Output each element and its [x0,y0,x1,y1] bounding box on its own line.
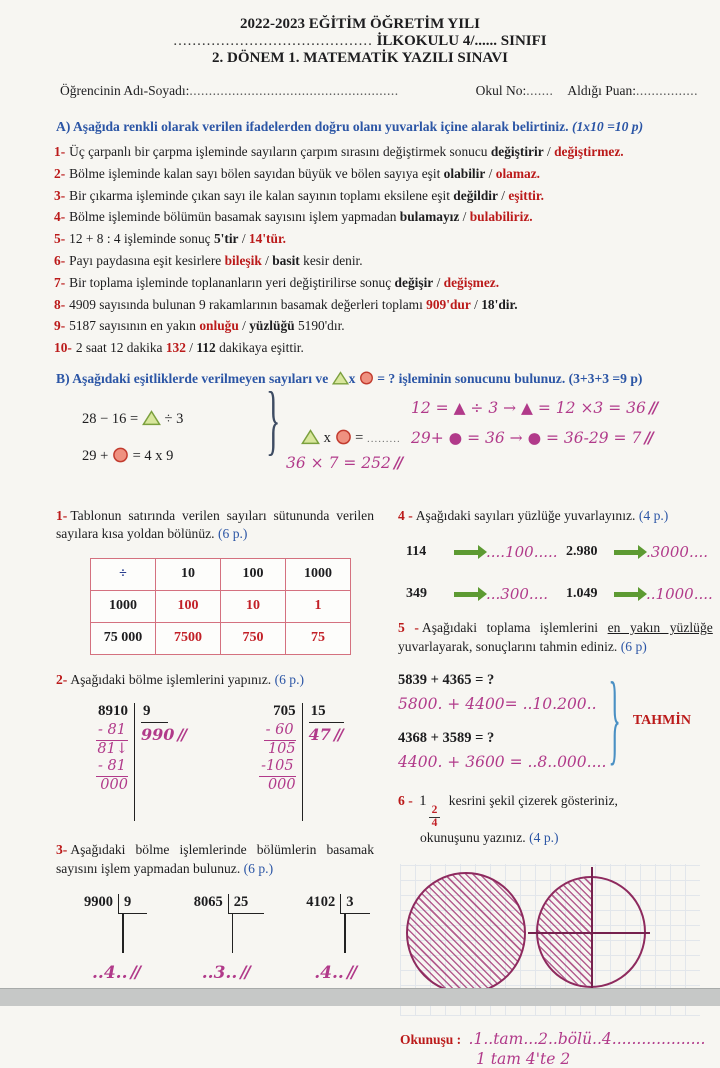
title-exam: 2. DÖNEM 1. MATEMATİK YAZILI SINAVI [211,50,508,66]
title-year: 2022-2023 EĞİTİM ÖĞRETİM YILI [240,16,480,32]
circle-icon [359,371,374,385]
rounding-pair-1: 114 ....100..... [406,543,558,562]
statement-6: 6- Payı paydasına eşit kesirlere bileşik / basit kesir denir. [54,252,363,268]
digit-count-divisions [84,894,374,983]
handwritten-answer: .4.. // [314,963,356,984]
handwritten-reading-2: 1 tam 4'te 2 [476,1049,571,1068]
divisor: 9 [141,703,169,723]
check-mark: // [346,963,356,984]
score-label: Aldığı Puan: [567,83,636,98]
question-2-points: (6 p.) [274,671,305,687]
check-mark: // [130,963,139,984]
section-a-items [54,141,706,359]
check-mark: // [644,427,652,447]
handwritten-answer: ..3.. // [201,963,249,984]
table-row: 1000 100 10 1 [91,590,351,622]
rounding-pair-2: 2.980 .3000.... [566,543,709,562]
question-3-header: 3- Aşağıdaki bölme işlemlerinde bölümlerin basamak sayısını işlem yapmadan bulunuz. (6 p.) [56,842,374,876]
printed-equations [82,401,183,475]
handwritten-quotient: 47 // [308,725,342,745]
divisor: 25 [228,894,265,914]
handwritten-estimate-2: 4400. + 3600 = ..8..000.... [398,753,607,772]
division-3 [306,894,374,983]
handwritten-estimate-1: 5800. + 4400= ..10.200.. [398,695,597,714]
equation-1: 28 − 16 = ÷ 3 [82,410,184,427]
school-no-blank: ....... [526,83,554,98]
divisor: 3 [340,894,369,914]
circle-icon [112,447,129,463]
question-4-points: (4 p.) [638,507,669,523]
check-mark: // [648,397,657,417]
handwritten-reading-1: .1..tam...2..bölü..4................... [468,1029,706,1048]
division-2 [194,894,265,983]
statement-8: 8- 4909 sayısında bulunan 9 rakamlarının basamak değerleri toplamı 909'dur / 18'dir. [54,296,518,312]
handwritten-quotient: 990 // [140,725,186,745]
dividend: 4102 [306,894,336,911]
reading-line [400,1030,713,1068]
handwritten-answer: ..4.. // [92,963,139,984]
triangle-icon [301,429,320,445]
printed-product-line: x = ......... [301,429,401,447]
circle-vertical-line [591,867,593,1001]
brace: } [608,662,621,777]
divisor: 15 [309,703,344,723]
student-info-row [60,83,698,99]
handwritten-line-1: 12 = ▲ ÷ 3 → ▲ = 12 ×3 = 36 // [411,397,657,417]
question-1-header: 1- Tablonun satırında verilen sayıları sütununda verilen sayılara kısa yoldan bölünüz. (6 p.) [56,507,374,542]
question-5-points: (6 p) [620,638,647,654]
table-row: 75 000 7500 750 75 [91,622,351,654]
statement-9: 9- 5187 sayısının en yakın onluğu / yüzlüğü 5190'dır. [54,318,345,334]
exam-title [0,0,720,67]
question-1-points: (6 p.) [217,526,248,542]
fraction-numerator: 2 [429,805,441,818]
statement-3: 3- Bir çıkarma işleminde çıkan sayı ile kalan sayının toplamı eksilene eşit değildir / eşittir. [54,187,544,203]
estimation-work [398,662,713,777]
handwritten-solution [411,393,656,453]
question-4-header: 4 - Aşağıdaki sayıları yüzlüğe yuvarlayınız. (4 p.) [398,507,669,523]
division-1 [84,894,152,983]
printed-sum-1: 5839 + 4365 = ? [398,672,495,689]
arrow-right-icon [614,550,638,555]
long-divisions [96,703,374,821]
rounding-pair-3: 349 ...300.... [406,585,549,604]
circle-horizontal-line [528,932,650,934]
section-a-header: A) Aşağıda renkli olarak verilen ifadelerden doğru olanı yuvarlak içine alarak belirtiniz. (1x10 =10 p) [56,119,644,134]
triangle-icon [142,410,161,426]
handwritten-product-result: 36 × 7 = 252 // [286,452,402,472]
dividend: 9900 [84,894,113,911]
check-mark: // [177,725,186,745]
question-columns [0,499,720,1068]
long-division-1 [96,703,185,821]
question-2-header: 2- Aşağıdaki bölme işlemlerini yapınız. (6 p.) [56,671,305,687]
statement-10: 10- 2 saat 12 dakika 132 / 112 dakikaya eşittir. [54,340,304,356]
arrow-right-icon [454,550,478,555]
handwritten-answer: .3000.... [646,543,709,562]
equation-2: 29 + = 4 x 9 [82,447,174,464]
fraction-denominator: 4 [431,817,438,830]
student-name-blank: ...................................................... [189,83,399,98]
scan-edge-bar [0,988,720,1006]
quartered-circle [536,876,646,988]
arrow-right-icon [614,592,638,597]
score-blank: ................ [636,83,698,98]
question-5-header: 5 - Aşağıdaki toplama işlemlerini en yakın yüzlüğe yuvarlayarak, sonuçlarını tahmin ediniz. (6 p) [398,620,713,654]
printed-sum-2: 4368 + 3589 = ? [398,730,495,747]
question-6-points: (4 p.) [529,830,559,846]
table-header-row: ÷ 10 100 1000 [91,558,351,590]
fraction [429,805,441,829]
question-6-header: 6 - 1 $\frac{2}{4}$ kesrini şekil çizerek gösteriniz, okunuşunu yazınız. (4 p.) [398,793,618,846]
handwritten-work: - 60 105 -105 000 [261,722,296,794]
arrow-right-icon [454,592,478,597]
statement-4: 4- Bölme işleminde bölümün basamak sayısını işlem yapmadan bulamayız / bulabiliriz. [54,209,533,225]
brace: } [266,377,281,464]
estimation-problems [398,668,606,774]
question-3-points: (6 p.) [243,860,274,876]
handwritten-answer: ..1000.... [646,585,713,604]
okunusu-label: Okunuşu : [400,1031,462,1047]
statement-5: 5- 12 + 8 : 4 işleminde sonuç 5'tir / 14'tür. [54,231,287,247]
dividend: 8910 [97,703,128,720]
shaded-whole-circle [406,872,526,994]
statement-1: 1- Üç çarpanlı bir çarpma işleminde sayıların çarpım sırasını değiştirmek sonucu değiştirir / değiştirmez. [54,144,624,159]
check-mark: // [393,452,402,472]
right-column [384,499,720,1068]
handwritten-answer: ...300.... [486,585,549,604]
left-column [0,499,384,1068]
statement-2: 2- Bölme işleminde kalan sayı bölen sayıdan büyük ve bölen sayıya eşit olabilir / olamaz. [54,165,541,181]
handwritten-answer: ....100..... [486,543,558,562]
handwritten-line-2: 29+ ● = 36 → ● = 36-29 = 7 // [411,427,652,447]
divisor: 9 [118,894,147,914]
school-name-dots: .......................................... [173,33,373,49]
division-table [90,558,351,655]
check-mark: // [333,725,342,745]
tahmin-label: TAHMİN [632,713,691,729]
dividend: 705 [273,703,296,720]
long-division-2 [259,703,344,821]
rounding-pairs [406,543,713,603]
divide-symbol-cell: ÷ [91,558,156,590]
student-name-label: Öğrencinin Adı-Soyadı: [60,83,190,98]
dividend: 8065 [193,894,223,911]
rounding-pair-4: 1.049 ..1000.... [566,585,713,604]
handwritten-work: - 81 81↓ - 81 000 [97,722,128,794]
section-b-header: B) Aşağıdaki eşitliklerde verilmeyen sayıları ve x = ? işleminin sonucunu bulunuz. (3+3+3 =9 p) [56,370,643,386]
triangle-icon [332,371,349,385]
fraction-whole: 1 [419,793,427,810]
check-mark: // [240,963,249,984]
statement-7: 7- Bir toplama işleminde toplananların yeri değiştirilirse sonuç değişir / değişmez. [54,274,500,290]
school-no-label: Okul No: [475,83,527,98]
section-a-points: (1x10 =10 p) [571,119,644,134]
circle-icon [335,429,352,445]
title-school: .......................................... İLKOKULU 4/...... SINIFI [173,33,547,49]
